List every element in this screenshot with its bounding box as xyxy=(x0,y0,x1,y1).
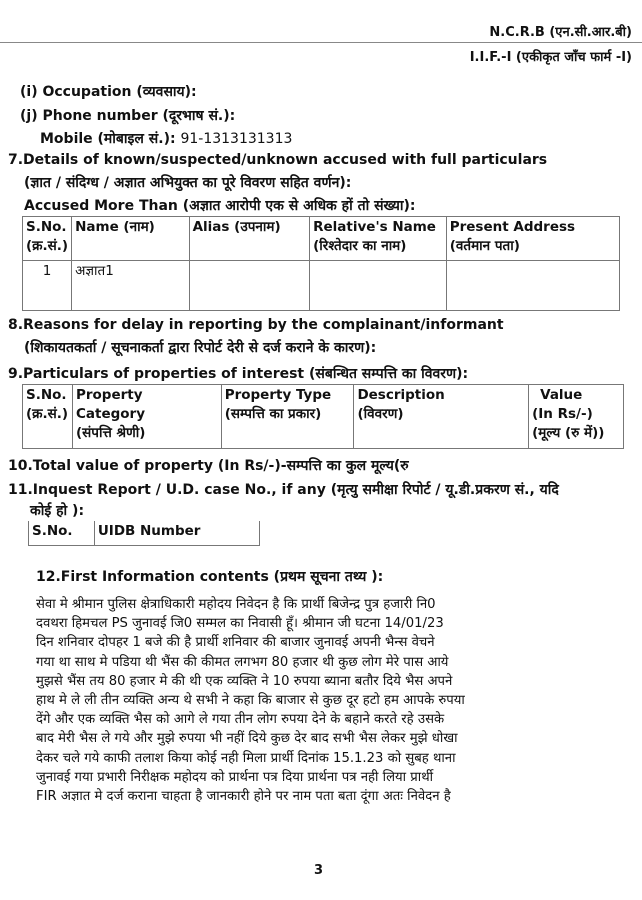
prop-header-type: Property Type (सम्पत्ति का प्रकार) xyxy=(221,385,354,449)
mobile-row xyxy=(40,129,292,148)
row-alias xyxy=(189,261,310,311)
header-divider xyxy=(0,42,642,43)
property-table-header xyxy=(23,385,624,449)
header-relative: Relative's Name (रिश्तेदार का नाम) xyxy=(310,217,447,261)
section12-title: 12.First Information contents (प्रथम सूचना तथ्य ): xyxy=(36,569,384,585)
section11-title-line2: कोई हो ): xyxy=(30,503,85,519)
uidb-table-header xyxy=(29,521,260,545)
phone-label: (j) Phone number (दूरभाष सं.): xyxy=(20,108,236,124)
mobile-label: Mobile (मोबाइल सं.): xyxy=(40,131,176,147)
header-name: Name (नाम) xyxy=(72,217,190,261)
uidb-table xyxy=(28,521,260,546)
section8-title: 8.Reasons for delay in reporting by the complainant/informant xyxy=(8,317,504,333)
header-iif: I.I.F.-I (एकीकृत जाँच फार्म -I) xyxy=(469,50,632,65)
page-number: 3 xyxy=(314,863,324,878)
fir-contents xyxy=(36,595,606,806)
occupation-label: (i) Occupation (व्यवसाय): xyxy=(20,84,197,100)
row-sno: 1 xyxy=(23,261,72,311)
fir-line: बाद मेरी भैस ले गये और मुझे रुपया भी नहीं दिये कुछ देर बाद सभी भैस लेकर मुझे धोखा xyxy=(36,731,458,747)
section9-title: 9.Particulars of properties of interest (संबन्धित सम्पत्ति का विवरण): xyxy=(8,366,469,382)
section7-subtitle: (ज्ञात / संदिग्ध / अज्ञात अभियुक्त का पूरे विवरण सहित वर्णन): xyxy=(24,175,352,191)
table-row xyxy=(23,261,620,311)
property-table xyxy=(22,384,624,449)
fir-line: दिन शनिवार दोपहर 1 बजे की है प्रार्थी शनिवार की बाजार जुनावई अपनी भैन्स वेचने xyxy=(36,635,435,651)
prop-header-category: Property Category (संपत्ति श्रेणी) xyxy=(72,385,221,449)
row-address xyxy=(446,261,619,311)
fir-line: जुनावई गया प्रभारी निरीक्षक महोदय को प्रार्थना पत्र दिया प्रार्थना पत्र नही लिया प्रार्थी xyxy=(36,769,434,785)
prop-header-sno: S.No. (क्र.सं.) xyxy=(23,385,73,449)
fir-line: FIR अज्ञात मे दर्ज कराना चाहता है जानकारी होने पर नाम पता बता दूंगा अतः निवेदन है xyxy=(36,789,451,805)
header-alias: Alias (उपनाम) xyxy=(189,217,310,261)
section10-title: 10.Total value of property (In Rs/-)-सम्पत्ति का कुल मूल्य(रु xyxy=(8,458,409,474)
header-ncrb: N.C.R.B (एन.सी.आर.बी) xyxy=(489,25,632,40)
header-sno: S.No. (क्र.सं.) xyxy=(23,217,72,261)
accused-more-than: Accused More Than (अज्ञात आरोपी एक से अधिक हों तो संख्या): xyxy=(24,198,416,214)
uidb-header-number: UIDB Number xyxy=(94,521,259,545)
fir-line: हाथ मे ले ली तीन व्यक्ति अन्य थे सभी ने कहा कि बाजार से कुछ दूर हटो हम आपके रुपया xyxy=(36,693,465,709)
fir-line: देकर चले गये काफी तलाश किया कोई नही मिला प्रार्थी दिनांक 15.1.23 को सुबह थाना xyxy=(36,750,456,766)
section8-subtitle: (शिकायतकर्ता / सूचनाकर्ता द्वारा रिपोर्ट देरी से दर्ज कराने के कारण): xyxy=(24,340,377,356)
fir-line: मुझसे भैंस तय 80 हजार मे की थी एक व्यक्ति ने 10 रुपया ब्याना बतौर दिये भैस अपने xyxy=(36,673,453,689)
prop-header-description: Description (विवरण) xyxy=(354,385,529,449)
fir-line: गया था साथ मे पडिया थी भैंस की कीमत लगभग 80 हजार थी कुछ लोग मेरे पास आये xyxy=(36,654,449,670)
section11-title-line1: 11.Inquest Report / U.D. case No., if any (मृत्यु समीक्षा रिपोर्ट / यू.डी.प्रकरण सं., यदि xyxy=(8,482,559,498)
uidb-header-sno: S.No. xyxy=(29,521,95,545)
fir-line: दवथरा हिमचल PS जुनावई जि0 सम्मल का निवासी हूँ। श्रीमान जी घटना 14/01/23 xyxy=(36,616,444,632)
fir-line: देंगे और एक व्यक्ति भैस को आगे ले गया तीन लोग रुपया देने के बहाने करते रहे उसके xyxy=(36,712,445,728)
section7-title: 7.Details of known/suspected/unknown accused with full particulars xyxy=(8,152,548,168)
fir-line: सेवा मे श्रीमान पुलिस क्षेत्राधिकारी महोदय निवेदन है कि प्रार्थी बिजेन्द्र पुत्र हजारी नि0 xyxy=(36,597,436,612)
row-name: अज्ञात1 xyxy=(72,261,190,311)
accused-table-header xyxy=(23,217,620,261)
accused-table xyxy=(22,216,620,311)
header-address: Present Address (वर्तमान पता) xyxy=(446,217,619,261)
prop-header-value: Value (In Rs/-) (मूल्य (रु में)) xyxy=(529,385,624,449)
row-relative xyxy=(310,261,447,311)
mobile-value: 91-1313131313 xyxy=(180,131,293,147)
